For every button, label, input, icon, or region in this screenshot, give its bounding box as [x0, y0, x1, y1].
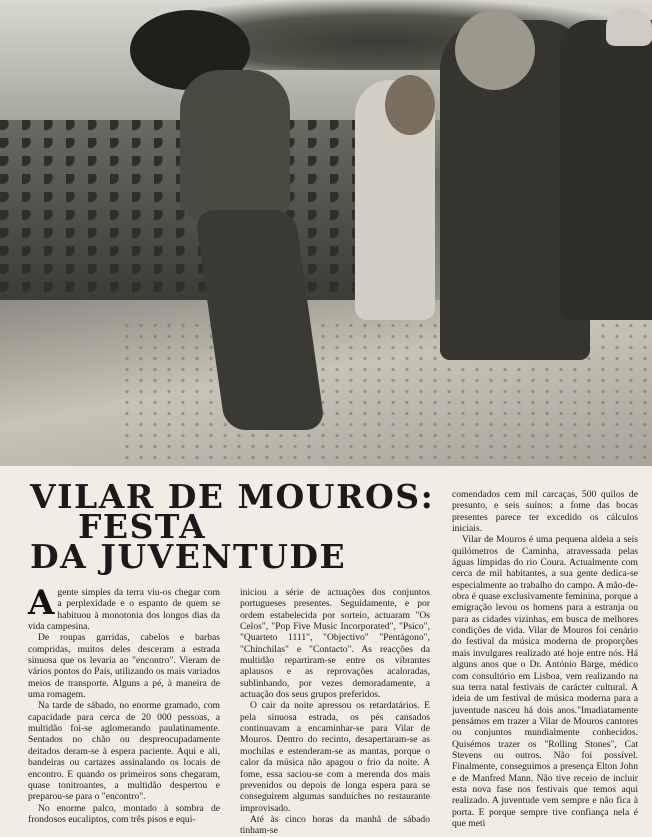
- paragraph: Na tarde de sábado, no enorme gramado, com capacidade para cerca de 20 000 pessoas, a multidão foi-se aglomerando paulatinamente. Sentados no chão ou despreocupadamente deitados deram-se à espera paciente. Aqui e ali, bandeiras ou cartazes assinalando os locais de encontro. E quando os primeiros sons chegaram, quase tonitroantes, a multidão despertou e preparou-se para o "encontro".: [28, 700, 220, 803]
- article-column-2: [240, 587, 430, 837]
- article-column-1: [28, 583, 220, 825]
- dancer-right-hair: [455, 10, 535, 90]
- paragraph-text: gente simples da terra viu-os chegar com a perplexidade e o espanto de quem se habituou à monotonia dos longos dias da vida campesina.: [28, 587, 220, 633]
- standing-crowd: [560, 20, 652, 320]
- dancer-center-hair: [385, 75, 435, 135]
- paragraph: iniciou a série de actuações dos conjuntos portugueses presentes. Seguidamente, e por ordem estabelecida por sorteio, actuaram "Os Celos", "Pop Five Music Incorporated", "Psico", "Quarteto 1111", "Objectivo" "Pentágono", "Chinchilas" e "Contacto". As reacções da multidão repartiram-se entre os vibrantes aplausos e as reprovações acaloradas, sublinhando, por vezes demoradamente, a actuação dos seus grupos preferidos.: [240, 587, 430, 701]
- headline-line-3: DA JUVENTUDE: [30, 537, 347, 576]
- headline-line-1: VILAR DE MOUROS:: [30, 477, 435, 516]
- paragraph: Até às cinco horas da manhã de sábado tinham-se: [240, 813, 430, 837]
- article-headline: [30, 477, 435, 576]
- dancer-left: [180, 70, 290, 220]
- paragraph: [28, 583, 220, 633]
- paragraph: comendados cem mil carcaças, 500 quilos de presunto, e seis suínos: a fome das bocas presentes parece ter excedido os cálculos iniciais.: [452, 489, 638, 535]
- paragraph: Vilar de Mouros é uma pequena aldeia a seis quilómetros de Caminha, atravessada pelas águas límpidas do rio Coura. Actualmente com cerca de mil habitantes, a sua gente dedica-se especialmente ao trabalho do campo. A mão-de-obra é quase exclusivamente feminina, porque a emigração levou os homens para a estranja ou para as cidades vizinhas, em busca de melhores condições de vida. Vilar de Mouros foi cenário do festival da música moderna de proporções mais invulgares realizado até hoje entre nós. Há alguns anos que o Dr. António Barge, médico com consultório em Lisboa, vem realizando na sua terra natal festivais de carácter cultural. A ideia de um festival de música moderna para a juventude nasceu há dois anos."Imadiatamente pensámos em trazer a Vilar de Mouros cantores ou conjuntos mundialmente conhecidos. Quisémos trazer os "Rolling Stones", Cat Stevens ou outros. Não foi possível. Finalmente, conseguimos a presença Elton John e de Manfred Mann. Não tive receio de incluir esta nova fase nos festivais que temos aqui realizado. A juventude vem sempre e não fica à porta. E porque sempre tive confiança nela é que meti: [452, 534, 638, 829]
- paragraph: De roupas garridas, cabelos e barbas compridas, muitos deles desceram a estrada sinuosa que os levaria ao "encontro". Vieram de vários pontos do País, utilizando os mais variados meios de transporte. Alguns a pé, à maneira de uma romagem.: [28, 632, 220, 701]
- paragraph: O cair da noite apressou os retardatários. E pela sinuosa estrada, os pés cansados continuavam a encaminhar-se para Vilar de Mouros. Dentro do recinto, desapertaram-se as mochilas e estenderam-se as mantas, porque o calor da música não apagou o frio da noite. A fome, essa saciou-se com a merenda dos mais prevenidos ou depois de longa espera para se conseguirem algumas sanduíches no restaurante improvisado.: [240, 700, 430, 814]
- paragraph: No enorme palco, montado à sombra de frondosos eucaliptos, com três pisos e equi-: [28, 802, 220, 825]
- headline-line-2: FESTA: [78, 507, 207, 546]
- hat: [606, 8, 652, 46]
- article-column-3: [452, 489, 638, 829]
- drop-cap: A: [28, 583, 55, 623]
